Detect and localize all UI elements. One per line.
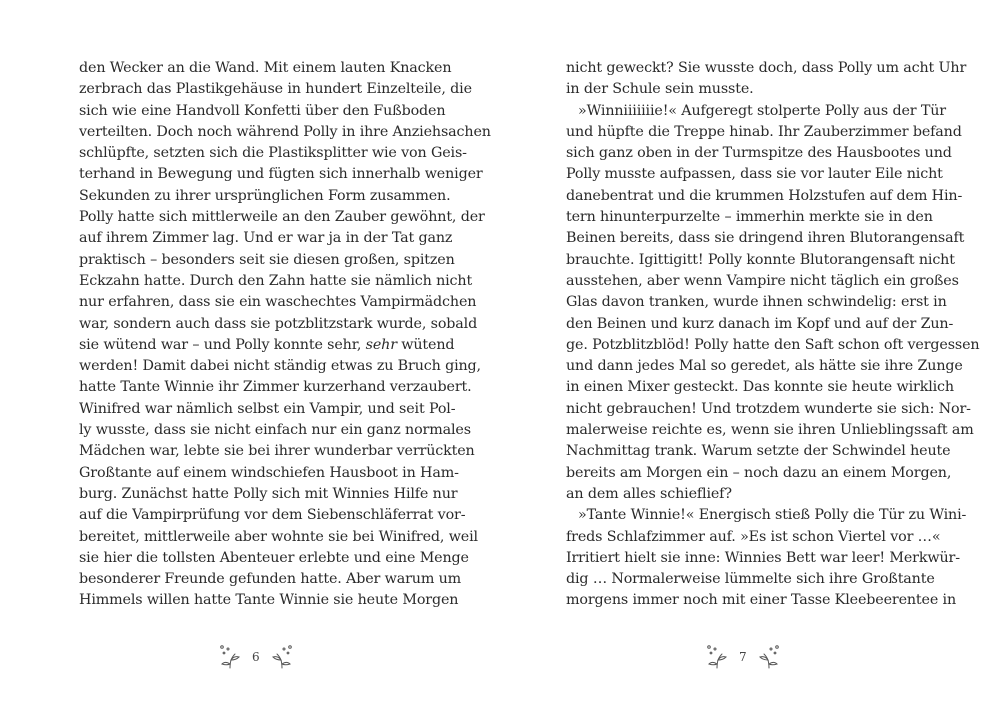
text-line: werden! Damit dabei nicht ständig etwas zu Bruch ging, [79,358,481,375]
text-fragment: sie wütend war – und Polly konnte sehr, [79,336,366,353]
text-line: Eckzahn hatte. Durch den Zahn hatte sie nämlich nicht [79,272,473,289]
text-line: bereitet, mittlerweile aber wohnte sie bei Winifred, weil [79,528,478,545]
text-line: verteilten. Doch noch während Polly in ihre Anziehsachen [79,123,491,140]
floral-sprig-icon [218,644,242,670]
text-line: morgens immer noch mit einer Tasse Kleebeerentee in [566,592,957,609]
text-line: Irritiert hielt sie inne: Winnies Bett war leer! Merkwür- [566,549,960,566]
text-line: schlüpfte, setzten sich die Plastiksplitter wie von Geis- [79,145,467,162]
text-line: Großtante auf einem windschiefen Hausboot in Ham- [79,464,459,481]
text-line: in einen Mixer gesteckt. Das konnte sie heute wirklich [566,379,954,396]
text-line: nur erfahren, dass sie ein waschechtes Vampirmädchen [79,294,477,311]
text-line: sich ganz oben in der Turmspitze des Hausbootes und [566,145,952,162]
text-line: Winifred war nämlich selbst ein Vampir, und seit Pol- [79,400,456,417]
text-line: dig … Normalerweise lümmelte sich ihre Großtante [566,571,935,588]
text-line: nicht gebrauchen! Und trotzdem wunderte sie sich: Nor- [566,400,971,417]
text-line: tern hinunterpurzelte – immerhin merkte sie in den [566,209,933,226]
text-line: war, sondern auch dass sie potzblitzstark wurde, sobald [79,315,478,332]
page-number: 7 [739,650,747,664]
text-line: Beinen bereits, dass sie dringend ihren Blutorangensaft [566,230,965,247]
text-line: Nachmittag trank. Warum setzte der Schwindel heute [566,443,951,460]
text-fragment: wütend [396,336,455,353]
floral-sprig-icon [270,644,294,670]
text-line: auf ihrem Zimmer lag. Und er war ja in der Tat ganz [79,230,453,247]
text-line: Himmels willen hatte Tante Winnie sie heute Morgen [79,592,459,609]
text-line: und dann jedes Mal so geredet, als hätte sie ihre Zunge [566,358,963,375]
text-line: ge. Potzblitzblöd! Polly hatte den Saft schon oft vergessen [566,336,980,353]
text-line: Mädchen war, lebte sie bei ihrer wunderbar verrückten [79,443,475,460]
text-line: sie hier die tollsten Abenteuer erlebte und eine Menge [79,549,469,566]
text-line: zerbrach das Plastikgehäuse in hundert Einzelteile, die [79,81,472,98]
left-page-text [79,58,491,612]
text-line: den Beinen und kurz danach im Kopf und auf der Zun- [566,315,954,332]
page-number: 6 [252,650,260,664]
text-line: den Wecker an die Wand. Mit einem lauten Knacken [79,60,452,76]
floral-sprig-icon [757,644,781,670]
text-line: praktisch – besonders seit sie diesen großen, spitzen [79,251,455,268]
text-line: besonderer Freunde gefunden hatte. Aber warum um [79,571,462,588]
text-line: Polly musste aufpassen, dass sie vor lauter Eile nicht [566,166,943,183]
text-line: malerweise reichte es, wenn sie ihren Unlieblingssaft am [566,422,974,439]
text-line: ausstehen, aber wenn Vampire nicht täglich ein großes [566,272,959,289]
floral-sprig-icon [705,644,729,670]
text-line: brauchte. Igittigitt! Polly konnte Blutorangensaft nicht [566,251,955,268]
text-line: danebentrat und die krummen Holzstufen auf dem Hin- [566,187,963,204]
text-line: nicht geweckt? Sie wusste doch, dass Polly um acht Uhr [566,60,967,76]
text-line: »Tante Winnie!« Energisch stieß Polly die Tür zu Wini- [578,507,967,524]
text-line: Polly hatte sich mittlerweile an den Zauber gewöhnt, der [79,209,485,226]
text-line: auf die Vampirprüfung vor dem Siebenschläferrat vor- [79,507,466,524]
text-line: und hüpfte die Treppe hinab. Ihr Zauberzimmer befand [566,123,962,140]
text-line: »Winniiiiiiie!« Aufgeregt stolperte Polly aus der Tür [578,102,946,119]
text-line [79,335,455,356]
text-line: bereits am Morgen ein – noch dazu an einem Morgen, [566,464,952,481]
text-line: an dem alles schieflief? [566,485,732,502]
text-line: Glas davon tranken, wurde ihnen schwindelig: erst in [566,294,947,311]
emphasized-word: sehr [365,336,397,353]
text-line: ly wusste, dass sie nicht einfach nur ein ganz normales [79,422,471,439]
text-line: terhand in Bewegung und fügten sich innerhalb weniger [79,166,483,183]
text-line: burg. Zunächst hatte Polly sich mit Winnies Hilfe nur [79,485,458,502]
text-line: Sekunden zu ihrer ursprünglichen Form zusammen. [79,187,451,204]
text-line: freds Schlafzimmer auf. »Es ist schon Viertel vor …« [566,528,941,545]
text-line: in der Schule sein musste. [566,81,754,98]
left-page-footer [218,644,294,670]
right-page-text [566,58,980,612]
right-page-footer [705,644,781,670]
text-line: sich wie eine Handvoll Konfetti über den Fußboden [79,102,446,119]
text-line: hatte Tante Winnie ihr Zimmer kurzerhand verzaubert. [79,379,472,396]
